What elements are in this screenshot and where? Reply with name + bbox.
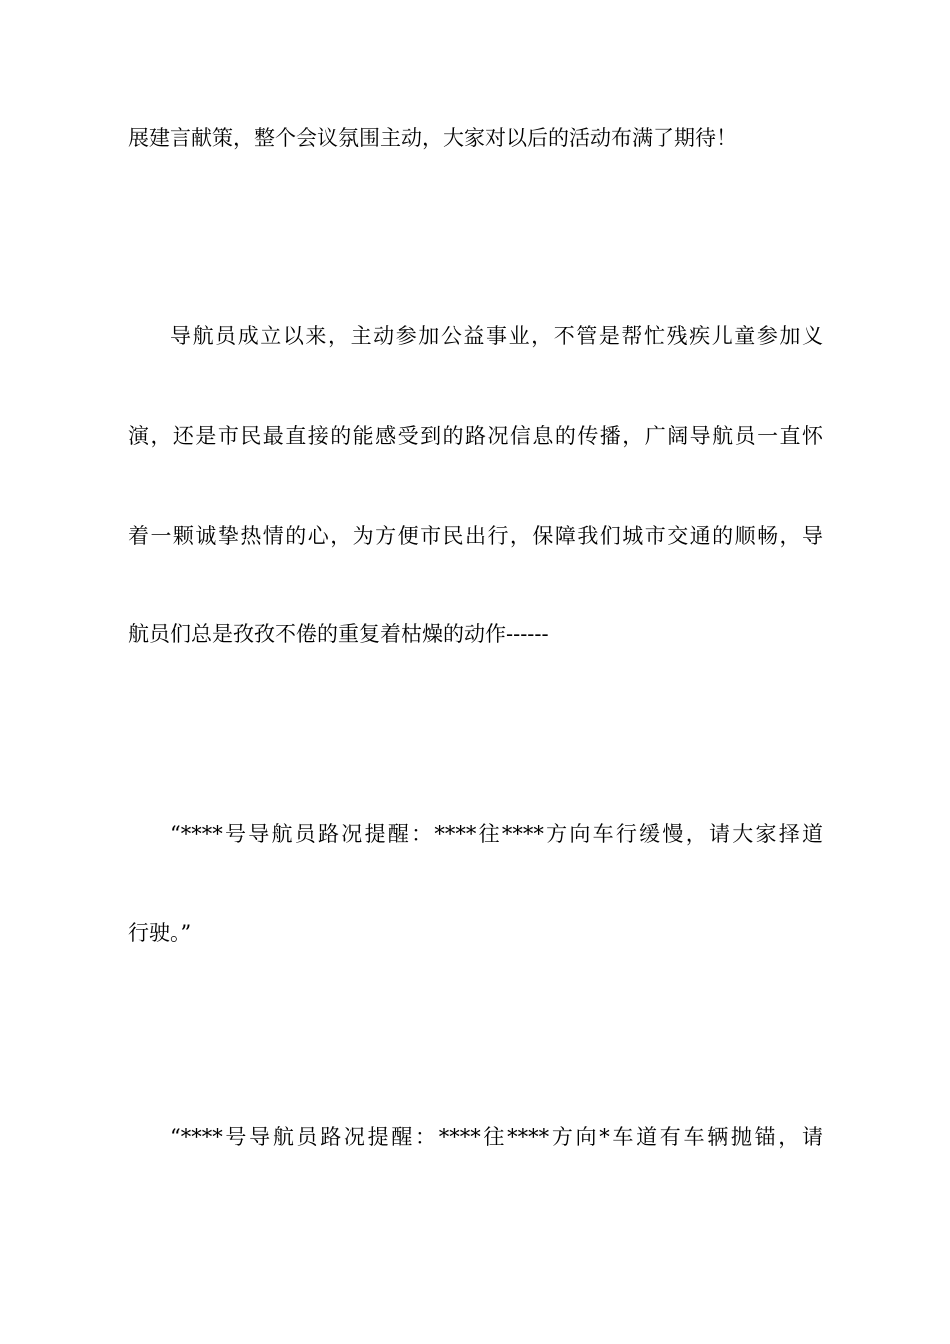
paragraph-3-line-2: 行驶。” [128, 921, 192, 945]
paragraph-2-line-2: 演，还是市民最直接的能感受到的路况信息的传播，广阔导航员一直怀 [128, 424, 823, 448]
paragraph-1-line-1: 展建言献策，整个会议氛围主动，大家对以后的活动布满了期待！ [128, 126, 737, 150]
paragraph-2-line-1: 导航员成立以来，主动参加公益事业，不管是帮忙残疾儿童参加义 [170, 324, 823, 348]
paragraph-2-line-3: 着一颗诚挚热情的心，为方便市民出行，保障我们城市交通的顺畅，导 [128, 524, 823, 548]
paragraph-3-line-1: “****号导航员路况提醒：****往****方向车行缓慢，请大家择道 [170, 822, 823, 846]
paragraph-4-line-1: “****号导航员路况提醒：****往****方向*车道有车辆抛锚，请 [170, 1125, 823, 1149]
paragraph-2-line-4: 航员们总是孜孜不倦的重复着枯燥的动作------ [128, 622, 549, 646]
